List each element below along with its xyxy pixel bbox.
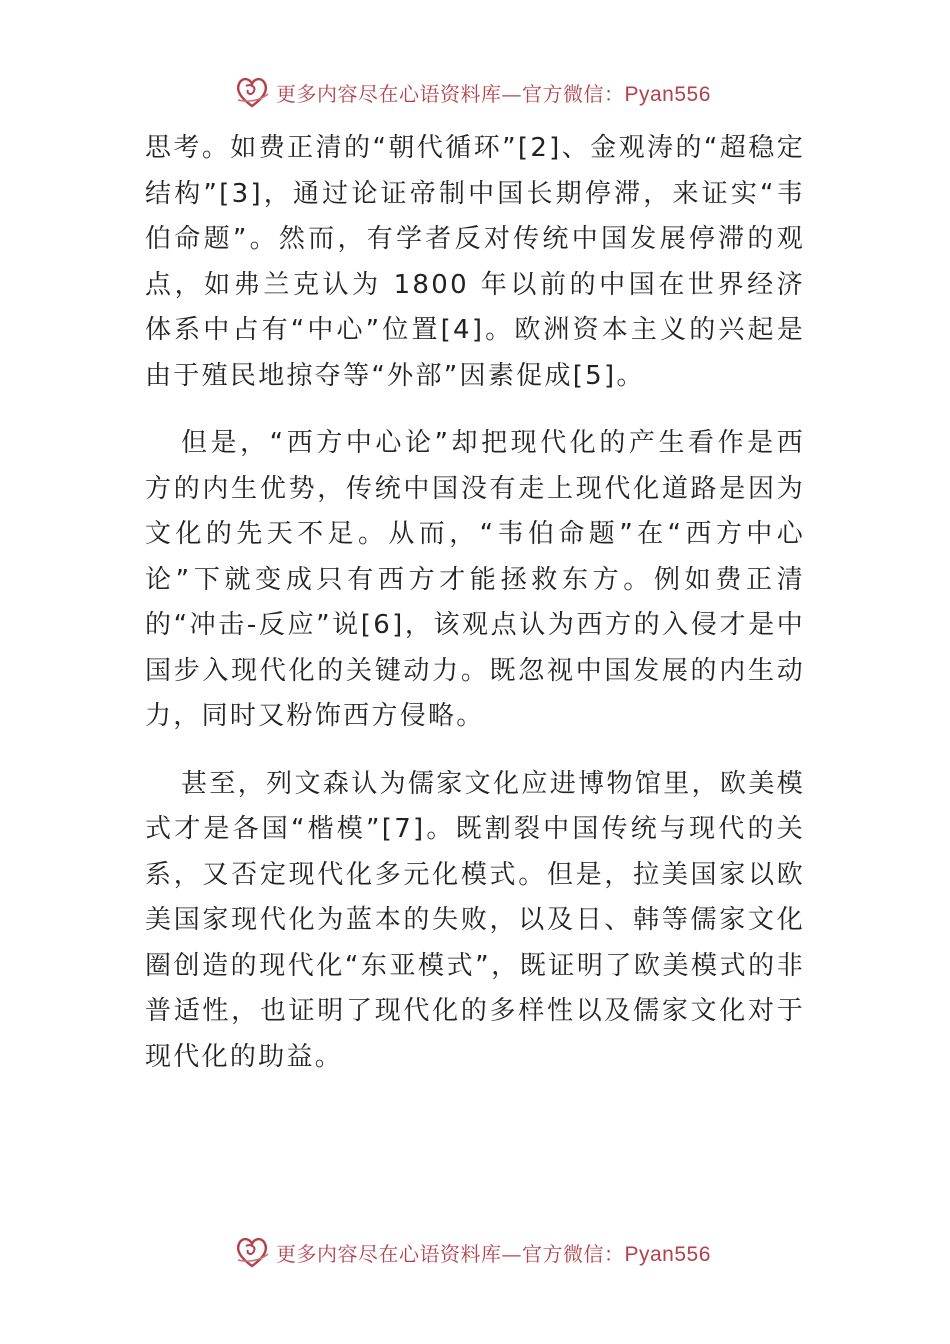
footer-banner <box>232 1230 752 1274</box>
paragraph-3: 甚至，列文森认为儒家文化应进博物馆里，欧美模式才是各国“楷模”[7]。既割裂中国传统与现代的关系，又否定现代化多元化模式。但是，拉美国家以欧美国家现代化为蓝本的失败，以及日、韩等儒家文化圈创造的现代化“东亚模式”，既证明了欧美模式的非普适性，也证明了现代化的多样性以及儒家文化对于现代化的助益。 <box>145 768 805 1072</box>
header-banner-text: 更多内容尽在心语资料库—官方微信：Pyan556 <box>276 81 711 106</box>
heart-swirl-logo-icon <box>232 72 272 112</box>
document-body <box>145 126 805 1102</box>
footer-banner-text: 更多内容尽在心语资料库—官方微信：Pyan556 <box>276 1241 711 1266</box>
header-banner <box>232 70 752 114</box>
heart-swirl-logo-icon <box>232 1232 272 1272</box>
paragraph-1: 思考。如费正清的“朝代循环”[2]、金观涛的“超稳定结构”[3]，通过论证帝制中国长期停滞，来证实“韦伯命题”。然而，有学者反对传统中国发展停滞的观点，如弗兰克认为 1800 年以前的中国在世界经济体系中占有“中心”位置[4]。欧洲资本主义的兴起是由于殖民地掠夺等“外部”因素促成[5]。 <box>145 133 805 391</box>
header-wechat-id: Pyan556 <box>624 82 711 106</box>
paragraph-2: 但是，“西方中心论”却把现代化的产生看作是西方的内生优势，传统中国没有走上现代化道路是因为文化的先天不足。从而，“韦伯命题”在“西方中心论”下就变成只有西方才能拯救东方。例如费正清的“冲击-反应”说[6]，该观点认为西方的入侵才是中国步入现代化的关键动力。既忽视中国发展的内生动力，同时又粉饰西方侵略。 <box>145 428 805 731</box>
footer-wechat-id: Pyan556 <box>624 1242 711 1266</box>
